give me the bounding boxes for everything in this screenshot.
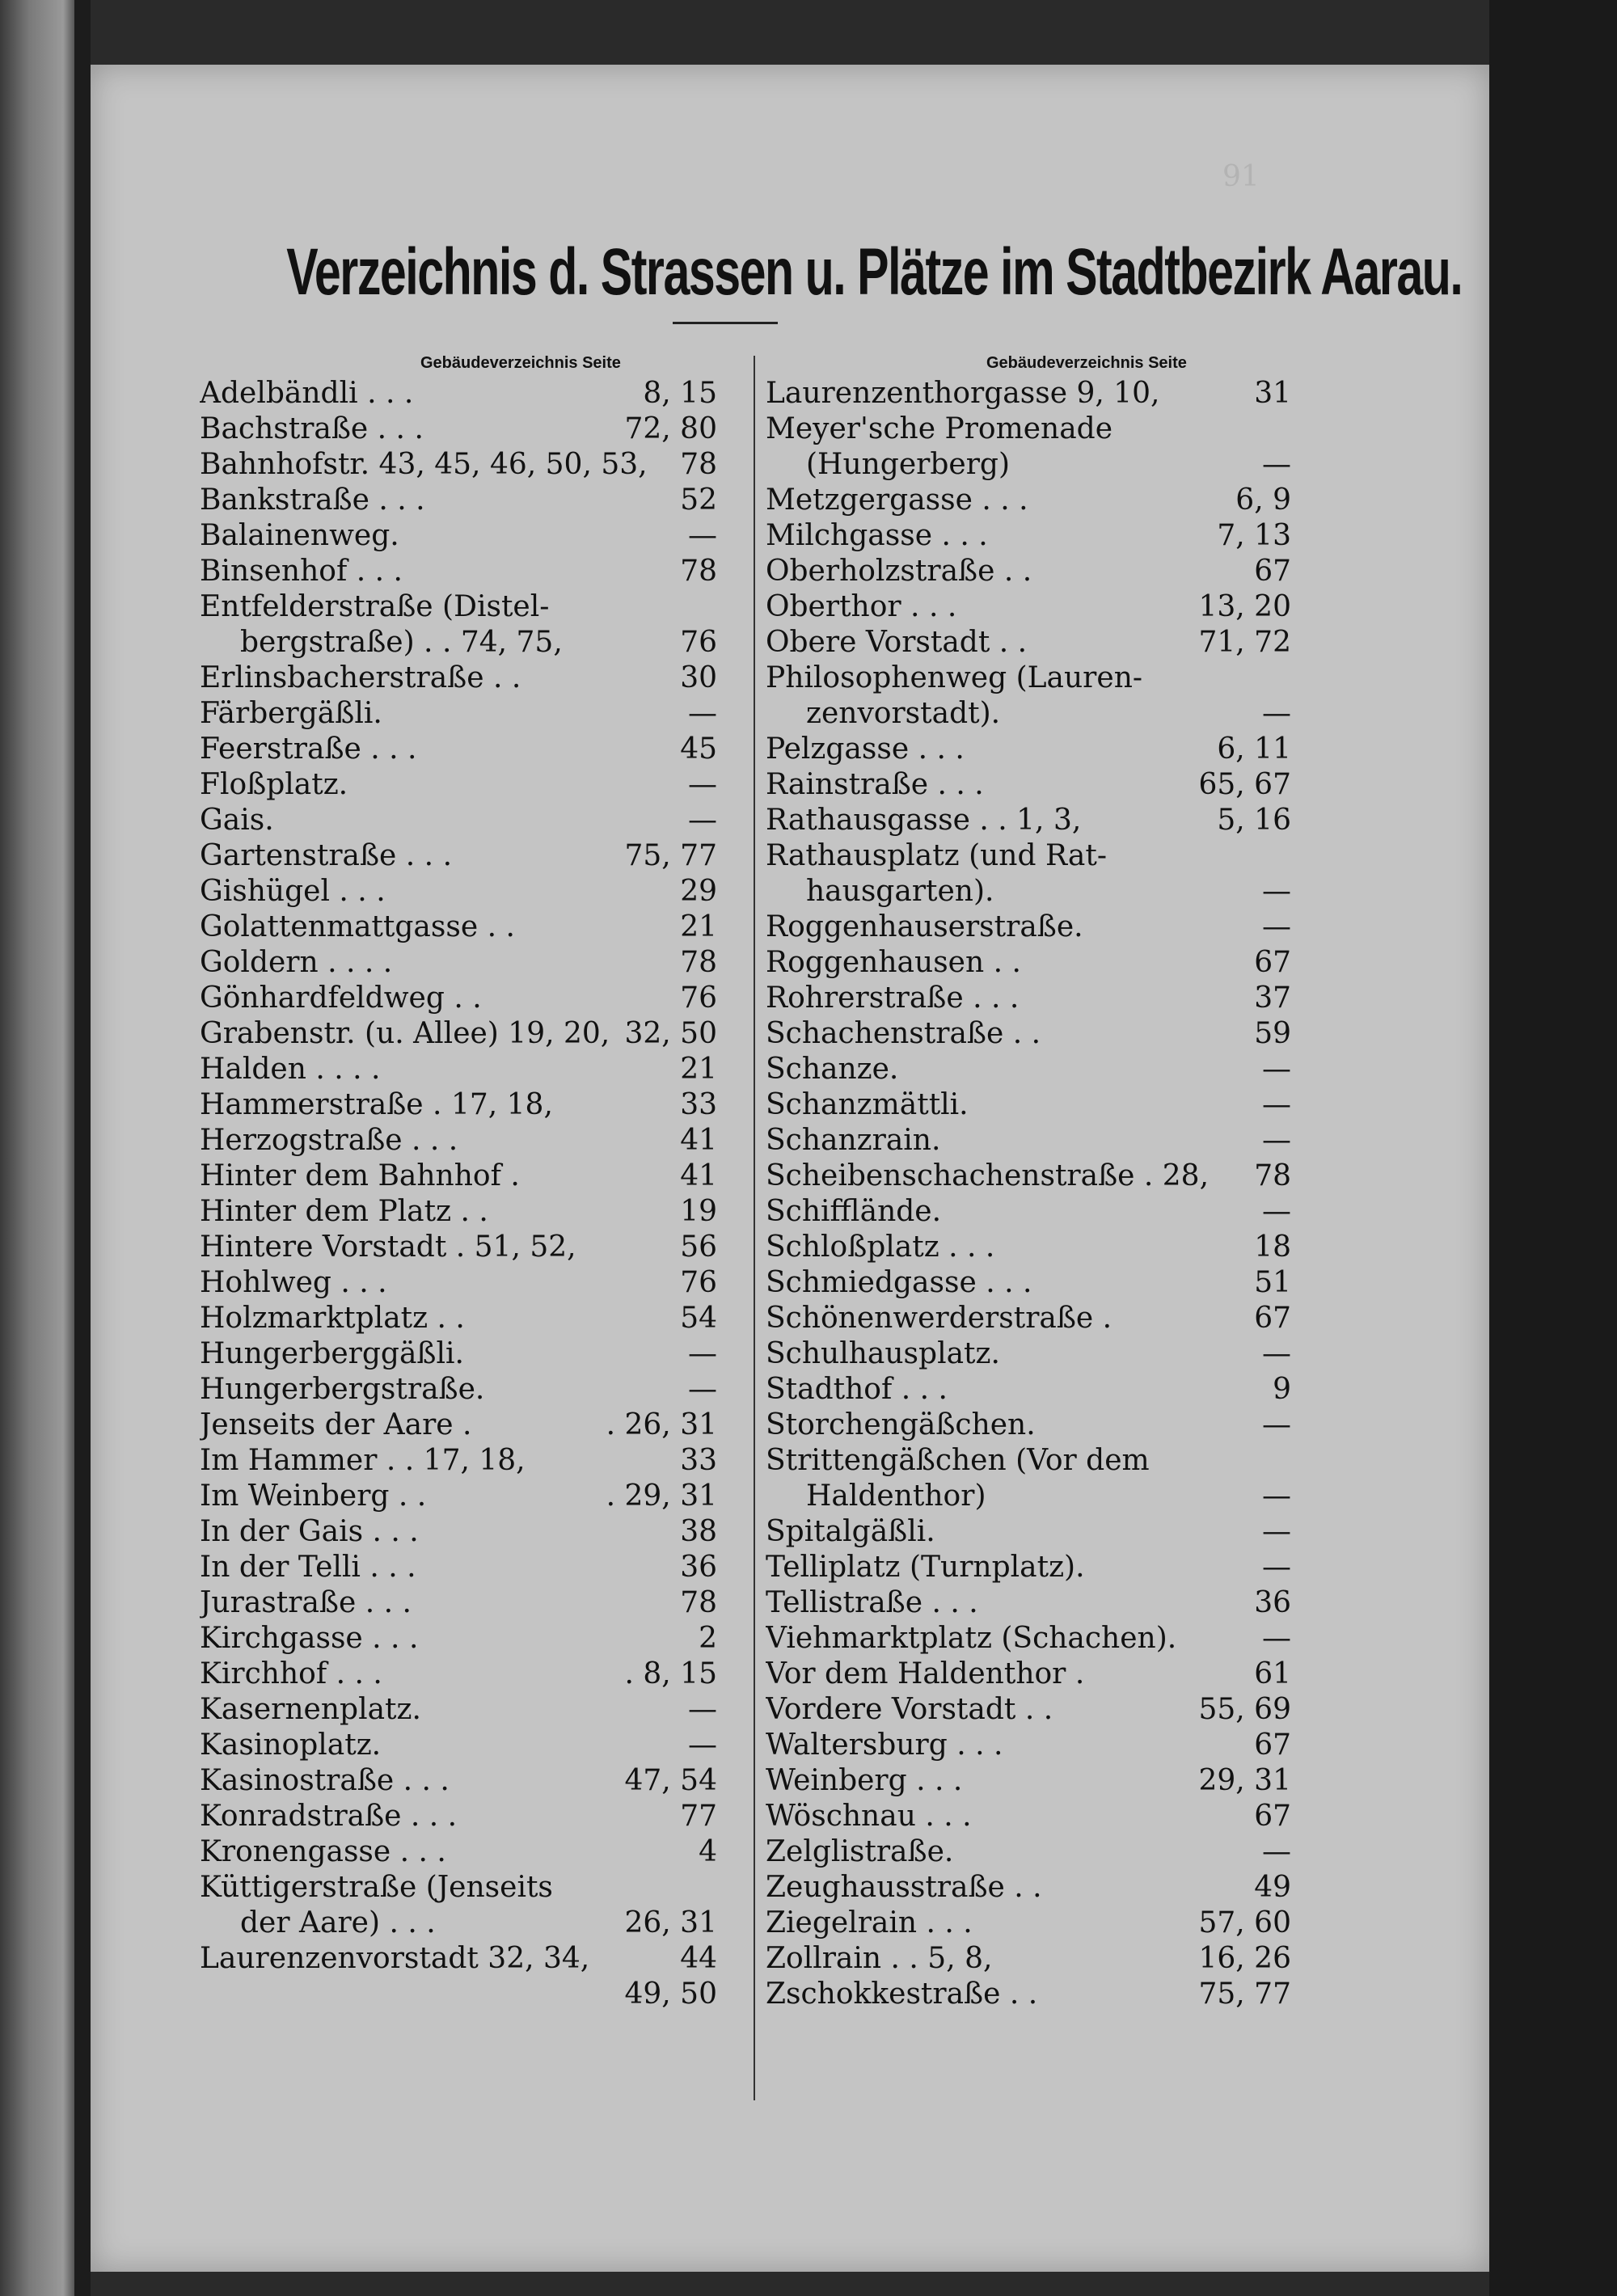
page-references: 49: [1254, 1871, 1291, 1904]
index-entry: [766, 1834, 1291, 1870]
street-name: Herzogstraße . . .: [200, 1124, 458, 1157]
index-entry: [200, 1479, 717, 1514]
page-references: 36: [1254, 1586, 1291, 1619]
street-name: Bahnhofstr. 43, 45, 46, 50, 53,: [200, 448, 648, 481]
street-name: bergstraße) . . 74, 75,: [240, 626, 563, 659]
index-entry: [766, 1585, 1291, 1621]
street-name: Zschokkestraße . .: [766, 1977, 1038, 2011]
street-name: Strittengäßchen (Vor dem: [766, 1444, 1150, 1477]
index-entry: [766, 981, 1291, 1016]
street-name: Pelzgasse . . .: [766, 732, 965, 766]
index-entry: [766, 1301, 1291, 1336]
index-entry: [766, 447, 1291, 483]
index-entry: [200, 1336, 717, 1372]
page-references: —: [1262, 1337, 1291, 1370]
index-entry: [200, 732, 717, 767]
index-entry: [766, 1941, 1291, 1977]
page-references: 26, 31: [624, 1906, 717, 1939]
page-references: . 26, 31: [606, 1408, 717, 1441]
index-entry: [200, 1159, 717, 1194]
index-entry: [200, 910, 717, 945]
page-references: 19: [680, 1195, 717, 1228]
index-entry: [766, 696, 1291, 732]
index-entry: [200, 874, 717, 910]
page-references: 7, 13: [1217, 519, 1291, 552]
street-name: Metzgergasse . . .: [766, 483, 1028, 517]
index-entry: [766, 1692, 1291, 1728]
street-name: Schanzrain.: [766, 1124, 941, 1157]
street-name: Kronengasse . . .: [200, 1835, 446, 1868]
index-entry: [200, 945, 717, 981]
page-references: 37: [1254, 981, 1291, 1015]
page-references: 67: [1254, 1800, 1291, 1833]
page-references: 18: [1254, 1230, 1291, 1264]
page-references: 21: [680, 910, 717, 943]
street-name: Waltersburg . . .: [766, 1728, 1003, 1762]
street-name: Meyer'sche Promenade: [766, 412, 1113, 445]
page-references: —: [1262, 1053, 1291, 1086]
page-references: —: [1262, 1408, 1291, 1441]
page-references: —: [1262, 875, 1291, 908]
street-name: Kasernenplatz.: [200, 1693, 421, 1726]
street-name: Küttigerstraße (Jenseits: [200, 1871, 553, 1904]
street-name: Rohrerstraße . . .: [766, 981, 1020, 1015]
index-entry: [766, 1443, 1291, 1479]
street-name: Rainstraße . . .: [766, 768, 984, 801]
index-entry: [766, 1479, 1291, 1514]
page-references: 78: [1254, 1159, 1291, 1192]
street-name: Zelglistraße.: [766, 1835, 954, 1868]
street-name: Wöschnau . . .: [766, 1800, 972, 1833]
street-name: Feerstraße . . .: [200, 732, 417, 766]
page-references: 16, 26: [1198, 1942, 1291, 1975]
index-entry: [766, 1123, 1291, 1159]
index-entry: [766, 1906, 1291, 1941]
street-name: Spitalgäßli.: [766, 1515, 935, 1548]
page-number: 91: [1222, 160, 1260, 193]
page-references: 44: [680, 1942, 717, 1975]
page-references: —: [1262, 1088, 1291, 1121]
page-references: —: [1262, 1479, 1291, 1513]
page-references: —: [1262, 1515, 1291, 1548]
street-name: Schanzmättli.: [766, 1088, 969, 1121]
index-entry: [200, 1799, 717, 1834]
index-entry: [766, 1159, 1291, 1194]
page-references: 75, 77: [1198, 1977, 1291, 2011]
street-name: Roggenhausen . .: [766, 946, 1021, 979]
index-entry: [200, 1585, 717, 1621]
page-references: 67: [1254, 555, 1291, 588]
index-entry: [200, 803, 717, 838]
street-name: Bankstraße . . .: [200, 483, 425, 517]
street-name: Holzmarktplatz . .: [200, 1302, 465, 1335]
index-entry: [766, 1514, 1291, 1550]
street-name: Kasinoplatz.: [200, 1728, 382, 1762]
page-references: —: [688, 1337, 717, 1370]
index-entry: [200, 1870, 717, 1906]
page-references: —: [688, 1728, 717, 1762]
column-header-right: Gebäudeverzeichnis Seite: [986, 354, 1187, 372]
index-entry: [766, 767, 1291, 803]
street-name: Gais.: [200, 804, 274, 837]
index-entry: [766, 483, 1291, 518]
page-references: 56: [680, 1230, 717, 1264]
index-entry: [200, 625, 717, 661]
column-header-left: Gebäudeverzeichnis Seite: [420, 354, 621, 372]
index-entry: [766, 518, 1291, 554]
street-name: Entfelderstraße (Distel-: [200, 590, 550, 623]
background-right: [1489, 0, 1617, 2296]
street-name: Kasinostraße . . .: [200, 1764, 450, 1797]
street-name: Haldenthor): [806, 1479, 986, 1513]
index-entry: [200, 1443, 717, 1479]
page-references: 77: [680, 1800, 717, 1833]
page-references: 76: [680, 1266, 717, 1299]
page-references: 78: [680, 448, 717, 481]
street-name: Zollrain . . 5, 8,: [766, 1942, 993, 1975]
index-entry: [766, 1087, 1291, 1123]
index-entry: [200, 1550, 717, 1585]
index-entry: [200, 483, 717, 518]
street-name: Konradstraße . . .: [200, 1800, 458, 1833]
index-entry: [200, 1621, 717, 1657]
index-entry: [766, 1016, 1291, 1052]
page-references: —: [1262, 1195, 1291, 1228]
page-references: —: [688, 519, 717, 552]
street-name: Viehmarktplatz (Schachen).: [766, 1622, 1177, 1655]
index-entry: [200, 981, 717, 1016]
street-name: Schloßplatz . . .: [766, 1230, 995, 1264]
page-references: 67: [1254, 1728, 1291, 1762]
street-name: Gartenstraße . . .: [200, 839, 453, 872]
index-entry: [766, 1728, 1291, 1763]
street-name: Hungerberggäßli.: [200, 1337, 464, 1370]
index-entry: [200, 1052, 717, 1087]
index-entry: [766, 1977, 1291, 2012]
page-references: 54: [680, 1302, 717, 1335]
street-name: Im Hammer . . 17, 18,: [200, 1444, 526, 1477]
street-name: Färbergäßli.: [200, 697, 382, 730]
page-references: 65, 67: [1198, 768, 1291, 801]
index-entry: [200, 447, 717, 483]
street-name: Hinter dem Platz . .: [200, 1195, 488, 1228]
index-entry: [766, 1194, 1291, 1230]
page-references: 72, 80: [624, 412, 717, 445]
page-references: —: [1262, 1551, 1291, 1584]
page-references: —: [1262, 1835, 1291, 1868]
street-name: Zeughausstraße . .: [766, 1871, 1042, 1904]
street-name: Jurastraße . . .: [200, 1586, 412, 1619]
index-entry: [200, 1265, 717, 1301]
page-references: 31: [1254, 377, 1291, 410]
index-entry: [200, 1692, 717, 1728]
index-entry: [200, 376, 717, 412]
index-entry: [200, 661, 717, 696]
street-name: Telliplatz (Turnplatz).: [766, 1551, 1085, 1584]
page-references: 78: [680, 1586, 717, 1619]
page-references: 67: [1254, 1302, 1291, 1335]
index-entry: [766, 412, 1291, 447]
index-entry: [766, 1230, 1291, 1265]
page-references: 75, 77: [624, 839, 717, 872]
index-entry: [766, 945, 1291, 981]
street-name: Grabenstr. (u. Allee) 19, 20,: [200, 1017, 610, 1050]
page-references: 52: [680, 483, 717, 517]
index-entry: [766, 376, 1291, 412]
page-references: . 8, 15: [624, 1657, 717, 1690]
index-entry: [766, 1763, 1291, 1799]
index-entry: [200, 1514, 717, 1550]
index-entry: [766, 838, 1291, 874]
index-entry: [200, 1763, 717, 1799]
index-entry: [766, 1265, 1291, 1301]
index-entry: [200, 1657, 717, 1692]
index-entry: [200, 1194, 717, 1230]
index-entry: [766, 1621, 1291, 1657]
index-entry: [766, 1870, 1291, 1906]
index-entry: [200, 1408, 717, 1443]
page-references: 21: [680, 1053, 717, 1086]
left-page-edge: [0, 0, 74, 2296]
street-name: Jenseits der Aare .: [200, 1408, 472, 1441]
page-references: 78: [680, 946, 717, 979]
street-name: Schönenwerderstraße .: [766, 1302, 1112, 1335]
index-entry: [766, 803, 1291, 838]
street-name: Tellistraße . . .: [766, 1586, 978, 1619]
index-entry: [200, 554, 717, 589]
index-entry: [200, 412, 717, 447]
street-name: Schulhausplatz.: [766, 1337, 1000, 1370]
street-name: (Hungerberg): [806, 448, 1011, 481]
page-references: 29: [680, 875, 717, 908]
page-references: —: [1262, 448, 1291, 481]
index-entry: [200, 1087, 717, 1123]
index-entry: [766, 1550, 1291, 1585]
page-references: 76: [680, 981, 717, 1015]
index-entry: [200, 838, 717, 874]
page-references: 33: [680, 1088, 717, 1121]
page-references: —: [1262, 1124, 1291, 1157]
page-references: 6, 9: [1235, 483, 1291, 517]
index-entry: [766, 661, 1291, 696]
page-references: 5, 16: [1217, 804, 1291, 837]
page-references: 47, 54: [624, 1764, 717, 1797]
index-entry: [766, 1052, 1291, 1087]
street-name: hausgarten).: [806, 875, 994, 908]
page-references: 36: [680, 1551, 717, 1584]
street-name: Bachstraße . . .: [200, 412, 424, 445]
street-name: Kirchgasse . . .: [200, 1622, 419, 1655]
index-entry: [766, 1336, 1291, 1372]
page-references: 32, 50: [624, 1017, 717, 1050]
street-name: In der Gais . . .: [200, 1515, 419, 1548]
page-references: —: [1262, 1622, 1291, 1655]
street-name: Storchengäßchen.: [766, 1408, 1036, 1441]
page-references: 6, 11: [1217, 732, 1291, 766]
street-name: Gishügel . . .: [200, 875, 386, 908]
street-name: Roggenhauserstraße.: [766, 910, 1083, 943]
street-name: Hammerstraße . 17, 18,: [200, 1088, 553, 1121]
street-name: Erlinsbacherstraße . .: [200, 661, 521, 694]
street-list-right: [766, 376, 1291, 2012]
index-entry: [766, 1657, 1291, 1692]
street-name: Hinter dem Bahnhof .: [200, 1159, 520, 1192]
street-name: Rathausgasse . . 1, 3,: [766, 804, 1082, 837]
page-references: 49, 50: [624, 1977, 717, 2011]
column-divider: [754, 356, 755, 2100]
street-name: zenvorstadt).: [806, 697, 1001, 730]
street-name: Schachenstraße . .: [766, 1017, 1041, 1050]
page-references: 33: [680, 1444, 717, 1477]
street-name: Hintere Vorstadt . 51, 52,: [200, 1230, 576, 1264]
page-references: —: [688, 804, 717, 837]
page-references: 45: [680, 732, 717, 766]
street-name: Laurenzenthorgasse 9, 10,: [766, 377, 1160, 410]
page-references: 4: [699, 1835, 717, 1868]
street-name: der Aare) . . .: [240, 1906, 436, 1939]
index-entry: [200, 1906, 717, 1941]
page-references: —: [688, 1373, 717, 1406]
street-name: Schmiedgasse . . .: [766, 1266, 1032, 1299]
street-name: Hungerbergstraße.: [200, 1373, 485, 1406]
index-entry: [200, 1977, 717, 2012]
page-references: —: [688, 697, 717, 730]
street-name: Golattenmattgasse . .: [200, 910, 515, 943]
street-name: Balainenweg.: [200, 519, 399, 552]
page-references: —: [688, 768, 717, 801]
page-references: 30: [680, 661, 717, 694]
index-entry: [200, 1834, 717, 1870]
street-name: Oberthor . . .: [766, 590, 957, 623]
street-name: Milchgasse . . .: [766, 519, 988, 552]
page-references: 9: [1273, 1373, 1291, 1406]
document-page: [91, 65, 1489, 2272]
index-entry: [766, 589, 1291, 625]
street-name: Im Weinberg . .: [200, 1479, 427, 1513]
index-entry: [766, 910, 1291, 945]
index-entry: [766, 874, 1291, 910]
index-entry: [200, 518, 717, 554]
index-entry: [200, 1016, 717, 1052]
index-entry: [200, 767, 717, 803]
street-name: Oberholzstraße . .: [766, 555, 1032, 588]
page-references: 59: [1254, 1017, 1291, 1050]
index-entry: [766, 1372, 1291, 1408]
page-references: 38: [680, 1515, 717, 1548]
index-entry: [766, 1799, 1291, 1834]
index-entry: [200, 1230, 717, 1265]
page-references: 8, 15: [643, 377, 717, 410]
page-references: 57, 60: [1198, 1906, 1291, 1939]
page-title: Verzeichnis d. Strassen u. Plätze im Stadtbezirk Aarau.: [286, 235, 1463, 309]
index-entry: [200, 696, 717, 732]
page-references: 2: [699, 1622, 717, 1655]
street-name: Stadthof . . .: [766, 1373, 948, 1406]
page-references: 61: [1254, 1657, 1291, 1690]
index-entry: [766, 625, 1291, 661]
street-name: Ziegelrain . . .: [766, 1906, 973, 1939]
page-references: 29, 31: [1198, 1764, 1291, 1797]
page-references: . 29, 31: [606, 1479, 717, 1513]
index-entry: [766, 1408, 1291, 1443]
street-name: Goldern . . . .: [200, 946, 393, 979]
street-name: Hohlweg . . .: [200, 1266, 387, 1299]
page-references: 13, 20: [1198, 590, 1291, 623]
page-references: 41: [680, 1159, 717, 1192]
street-name: Philosophenweg (Lauren-: [766, 661, 1143, 694]
index-entry: [200, 1123, 717, 1159]
page-references: —: [1262, 697, 1291, 730]
street-name: Schanze.: [766, 1053, 899, 1086]
street-name: Floßplatz.: [200, 768, 348, 801]
street-name: Gönhardfeldweg . .: [200, 981, 482, 1015]
book-gutter: [74, 0, 91, 2296]
page-references: 55, 69: [1198, 1693, 1291, 1726]
street-name: Kirchhof . . .: [200, 1657, 382, 1690]
street-name: Schiffländе.: [766, 1195, 942, 1228]
page-references: 51: [1254, 1266, 1291, 1299]
page-references: 76: [680, 626, 717, 659]
street-list-left: [200, 376, 717, 2012]
index-entry: [766, 554, 1291, 589]
street-name: Weinberg . . .: [766, 1764, 963, 1797]
street-name: Laurenzenvorstadt 32, 34,: [200, 1942, 590, 1975]
street-name: Vordere Vorstadt . .: [766, 1693, 1053, 1726]
street-name: Obere Vorstadt . .: [766, 626, 1028, 659]
street-name: Rathausplatz (und Rat-: [766, 839, 1107, 872]
page-references: —: [688, 1693, 717, 1726]
index-entry: [200, 1728, 717, 1763]
index-entry: [200, 1941, 717, 1977]
page-references: 78: [680, 555, 717, 588]
index-entry: [200, 1301, 717, 1336]
index-entry: [766, 732, 1291, 767]
street-name: In der Telli . . .: [200, 1551, 416, 1584]
street-name: Binsenhof . . .: [200, 555, 403, 588]
index-entry: [200, 589, 717, 625]
index-entry: [200, 1372, 717, 1408]
street-name: Vor dem Haldenthor .: [766, 1657, 1085, 1690]
page-references: —: [1262, 910, 1291, 943]
street-name: Scheibenschachenstraße . 28,: [766, 1159, 1210, 1192]
page-references: 71, 72: [1198, 626, 1291, 659]
page-references: 67: [1254, 946, 1291, 979]
title-underline: [673, 322, 778, 324]
street-name: Adelbändli . . .: [200, 377, 414, 410]
page-references: 41: [680, 1124, 717, 1157]
street-name: Halden . . . .: [200, 1053, 381, 1086]
